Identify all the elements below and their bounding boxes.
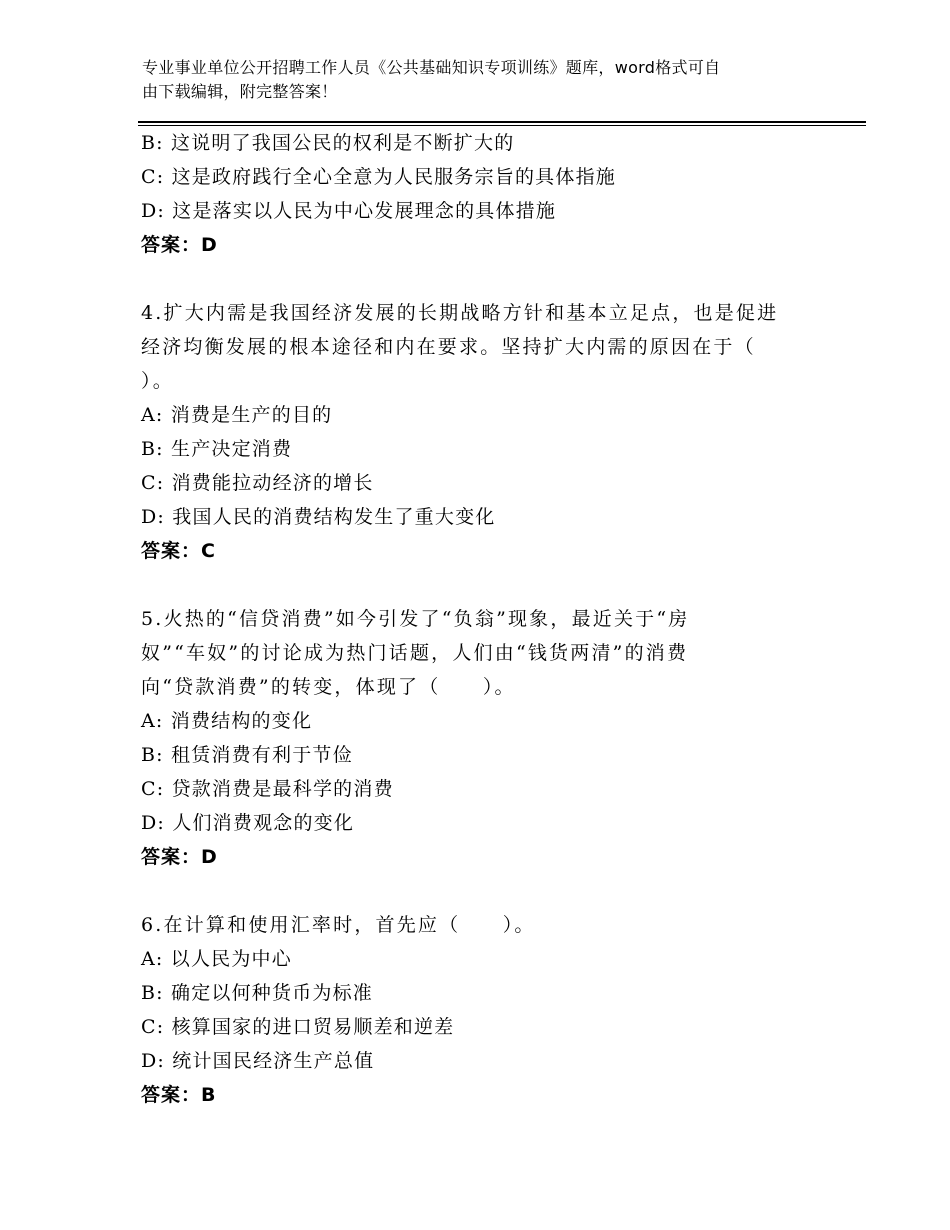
spacer	[141, 874, 861, 908]
question-3	[141, 126, 861, 262]
spacer	[141, 568, 861, 602]
q5-stem-line-2: 奴”“车奴”的讨论成为热门话题，人们由“钱货两清”的消费	[141, 642, 689, 664]
q6-option-d: D: 统计国民经济生产总值	[141, 1050, 375, 1072]
q4-stem-line-3: ）。	[141, 370, 174, 392]
q4-answer: 答案：C	[141, 540, 216, 562]
question-5	[141, 602, 861, 874]
page-header	[142, 56, 842, 104]
q6-option-c: C: 核算国家的进口贸易顺差和逆差	[141, 1016, 455, 1038]
question-6	[141, 908, 861, 1112]
q5-answer: 答案：D	[141, 846, 218, 868]
q4-option-b: B: 生产决定消费	[141, 438, 293, 460]
q5-option-b: B: 租赁消费有利于节俭	[141, 744, 353, 766]
q4-stem-line-1: 4.扩大内需是我国经济发展的长期战略方针和基本立足点，也是促进	[141, 302, 779, 324]
question-list	[141, 126, 861, 1112]
q6-stem-line-1: 6.在计算和使用汇率时，首先应（ ）。	[141, 914, 536, 936]
q4-option-a: A: 消费是生产的目的	[141, 404, 333, 426]
header-divider-thick	[138, 121, 866, 123]
header-title-line-1: 专业事业单位公开招聘工作人员《公共基础知识专项训练》题库，word格式可自	[142, 58, 721, 77]
q5-option-c: C: 贷款消费是最科学的消费	[141, 778, 394, 800]
q4-option-c: C: 消费能拉动经济的增长	[141, 472, 374, 494]
q5-stem-line-3: 向“贷款消费”的转变，体现了（ ）。	[141, 676, 516, 698]
q6-option-b: B: 确定以何种货币为标准	[141, 982, 374, 1004]
q5-stem-line-1: 5.火热的“信贷消费”如今引发了“负翁”现象，最近关于“房	[141, 608, 690, 630]
q5-option-a: A: 消费结构的变化	[141, 710, 313, 732]
q5-option-d: D: 人们消费观念的变化	[141, 812, 355, 834]
spacer	[141, 262, 861, 296]
q3-option-c: C: 这是政府践行全心全意为人民服务宗旨的具体指施	[141, 166, 616, 188]
q4-stem-line-2: 经济均衡发展的根本途径和内在要求。坚持扩大内需的原因在于（	[141, 336, 756, 358]
q6-answer: 答案：B	[141, 1084, 217, 1106]
q3-answer: 答案：D	[141, 234, 218, 256]
question-4	[141, 296, 861, 568]
header-title-line-2: 由下载编辑，附完整答案！	[142, 82, 338, 101]
q4-option-d: D: 我国人民的消费结构发生了重大变化	[141, 506, 496, 528]
q3-option-d: D: 这是落实以人民为中心发展理念的具体措施	[141, 200, 557, 222]
q3-option-b: B: 这说明了我国公民的权利是不断扩大的	[141, 132, 515, 154]
q6-option-a: A: 以人民为中心	[141, 948, 292, 970]
